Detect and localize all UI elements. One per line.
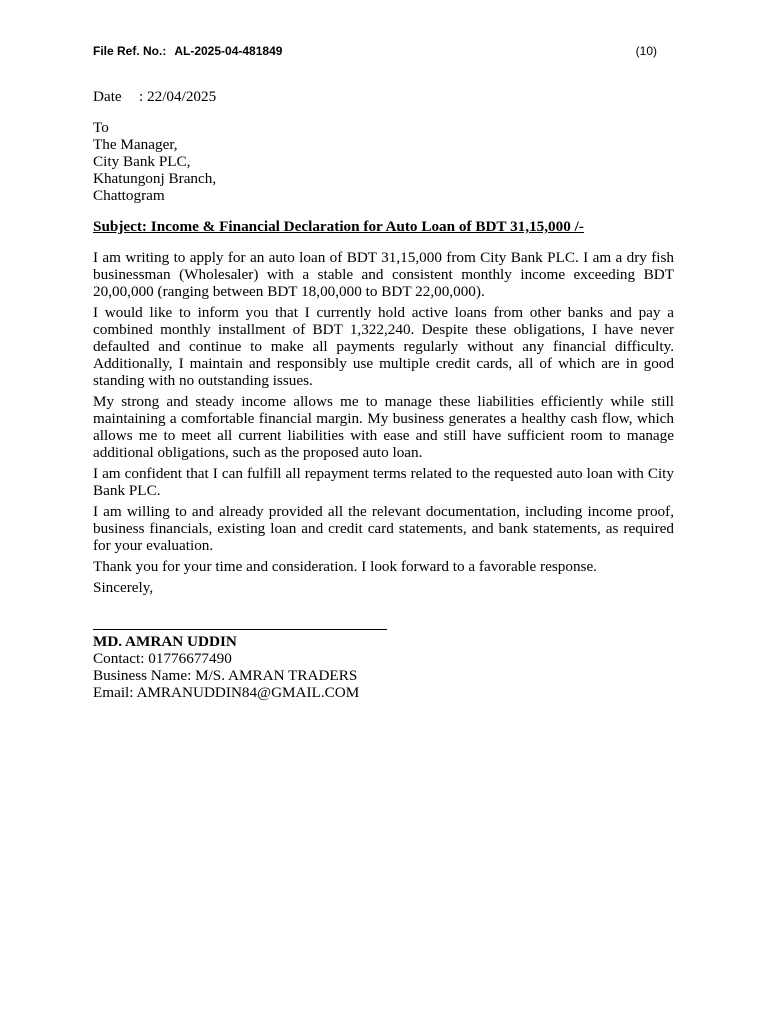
signature-line xyxy=(93,629,387,630)
closing: Sincerely, xyxy=(93,579,154,596)
paragraph-2: I would like to inform you that I currently hold active loans from other banks and pay a combined monthly installment of BDT 1,322,240. Despite these obligations, I have never defaulted and continue to make all payments regularly without any financial difficulty. Additionally, I maintain and responsibly use multiple credit cards, all of which are in good standing with no outstanding issues. xyxy=(93,304,674,389)
address-branch: Khatungonj Branch, xyxy=(93,170,217,187)
signatory-name: MD. AMRAN UDDIN xyxy=(93,633,237,650)
address-title: The Manager, xyxy=(93,136,178,153)
file-reference xyxy=(93,44,282,58)
file-ref-label: File Ref. No.: xyxy=(93,44,167,58)
address-to: To xyxy=(93,119,109,136)
file-ref-number: AL-2025-04-481849 xyxy=(174,44,283,58)
address-bank: City Bank PLC, xyxy=(93,153,191,170)
page-number: (10) xyxy=(635,44,657,58)
date-value: : 22/04/2025 xyxy=(139,88,217,105)
subject-line: Subject: Income & Financial Declaration for Auto Loan of BDT 31,15,000 /- xyxy=(93,218,584,235)
letter-body xyxy=(93,88,674,701)
recipient-address xyxy=(93,119,674,204)
signatory-contact: Contact: 01776677490 xyxy=(93,650,232,667)
paragraph-4: I am confident that I can fulfill all repayment terms related to the requested auto loan with City Bank PLC. xyxy=(93,465,674,499)
date-label: Date xyxy=(93,88,122,105)
address-city: Chattogram xyxy=(93,187,165,204)
paragraph-3: My strong and steady income allows me to manage these liabilities efficiently while still maintaining a comfortable financial margin. My business generates a healthy cash flow, which allows me to meet all current liabilities with ease and still have sufficient room to manage additional obligations, such as the proposed auto loan. xyxy=(93,393,674,461)
signatory-business: Business Name: M/S. AMRAN TRADERS xyxy=(93,667,358,684)
paragraph-6: Thank you for your time and consideration. I look forward to a favorable response. xyxy=(93,558,597,575)
date-line xyxy=(93,88,674,105)
paragraph-1: I am writing to apply for an auto loan of BDT 31,15,000 from City Bank PLC. I am a dry fish businessman (Wholesaler) with a stable and consistent monthly income exceeding BDT 20,00,000 (ranging between BDT 18,00,000 to BDT 22,00,000). xyxy=(93,249,674,300)
signatory-email: Email: AMRANUDDIN84@GMAIL.COM xyxy=(93,684,360,701)
document-header xyxy=(93,43,657,59)
paragraph-5: I am willing to and already provided all the relevant documentation, including income proof, business financials, existing loan and credit card statements, and bank statements, as required for your evaluation. xyxy=(93,503,674,554)
